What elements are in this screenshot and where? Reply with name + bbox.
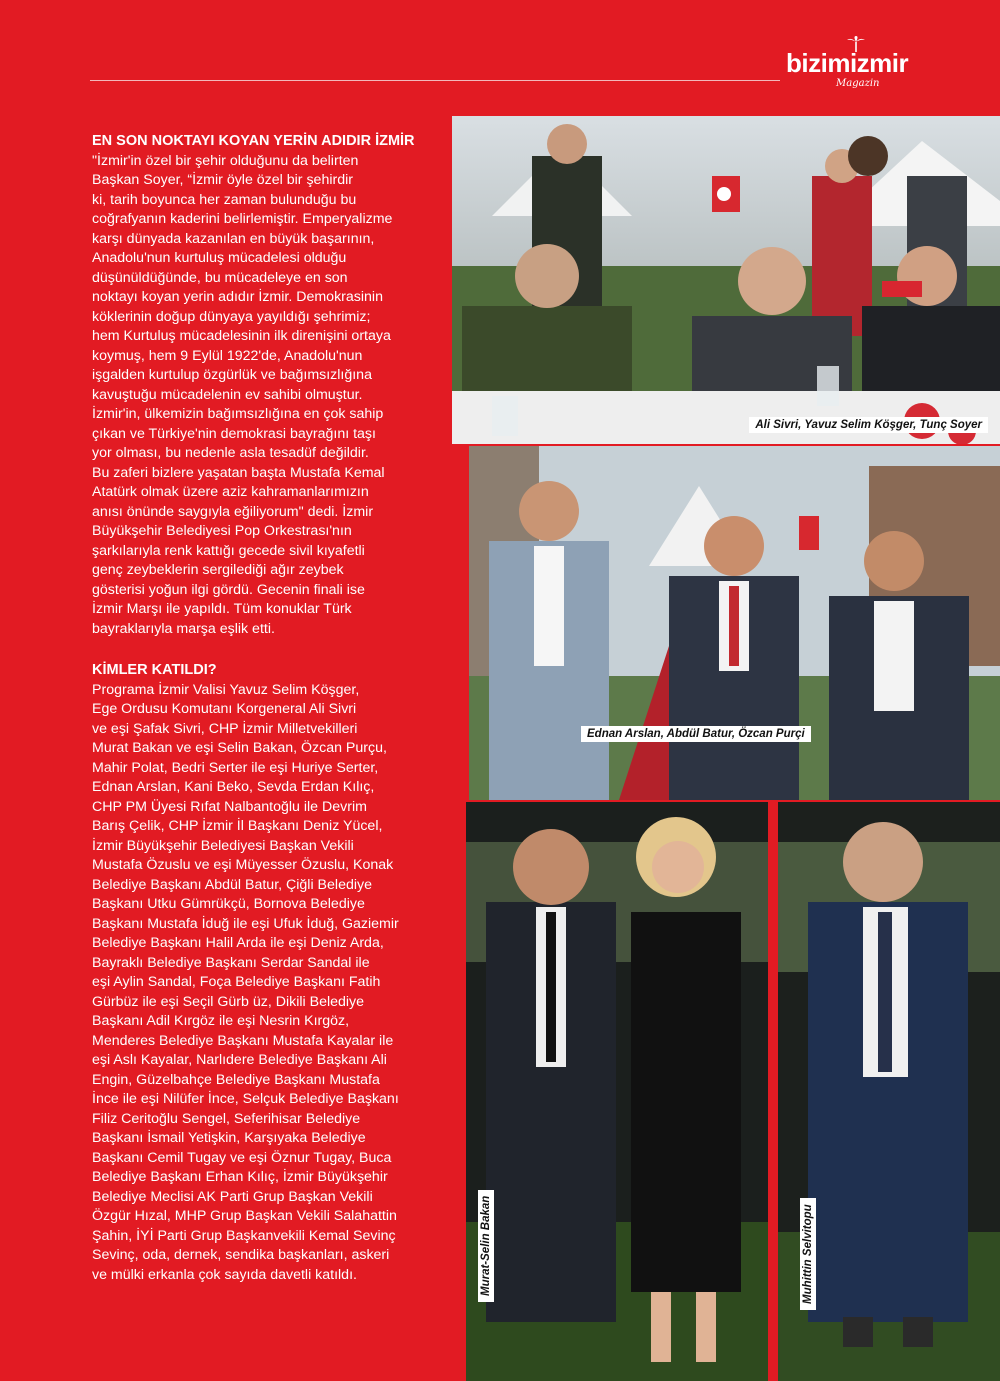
photo-dinner-table-caption: Ali Sivri, Yavuz Selim Köşger, Tunç Soyer (749, 417, 988, 433)
section-attendees-line: Başkanı Mustafa İduğ ile eşi Ufuk İduğ, Gaziemir (92, 915, 399, 932)
section-izmir-line: işgalden kurtulup özgürlük ve bağımsızlığına (92, 367, 372, 383)
section-attendees-line: ve eşi Şafak Sivri, CHP İzmir Milletvekilleri (92, 720, 358, 737)
logo-subtitle: Magazin (836, 78, 880, 89)
photo-single-guest (778, 802, 1000, 1381)
photo-couple (466, 802, 768, 1381)
section-izmir-line: şarkılarıyla renk kattığı gecede sivil kıyafetli (92, 542, 365, 559)
section-izmir-line: İzmir Marşı ile yapıldı. Tüm konuklar Türk (92, 601, 352, 617)
photo-single-guest-caption: Muhittin Selvitopu (800, 1198, 816, 1310)
section-izmir-line: gösterisi yoğun ilgi gördü. Gecenin finali ise (92, 581, 365, 598)
section-attendees-line: Murat Bakan ve eşi Selin Bakan, Özcan Purçu, (92, 740, 387, 756)
section-izmir-line: hem Kurtuluş mücadelesinin ilk direnişini ortaya (92, 328, 391, 344)
section-attendees-line: Özgür Hızal, MHP Grup Başkan Vekili Salahattin (92, 1208, 397, 1224)
section-izmir-line: Bu zaferi bizlere yaşatan başta Mustafa Kemal (92, 464, 385, 481)
photo-dinner-table (452, 116, 1000, 444)
section-izmir-line: Başkan Soyer, “İzmir öyle özel bir şehirdir (92, 172, 353, 188)
section-attendees-line: CHP PM Üyesi Rıfat Nalbantoğlu ile Devrim (92, 798, 367, 815)
section-izmir-line: genç zeybeklerin sergilediği ağır zeybek (92, 562, 344, 578)
section-izmir-line: noktayı koyan yerin adıdır İzmir. Demokrasinin (92, 289, 383, 305)
photo-couple-image (466, 802, 768, 1381)
section-attendees-line: Gürbüz ile eşi Seçil Gürb üz, Dikili Belediye (92, 993, 365, 1010)
section-attendees-line: Belediye Başkanı Halil Arda ile eşi Deniz Arda, (92, 935, 384, 951)
article-column (92, 132, 428, 1285)
section-attendees-line: Sevinç, oda, dernek, sendika başkanları, askeri (92, 1247, 390, 1263)
section-attendees-line: Başkanı Cemil Tugay ve eşi Öznur Tugay, Buca (92, 1149, 392, 1166)
logo-wordmark: bizimizmir (786, 48, 909, 78)
section-attendees-line: Programa İzmir Valisi Yavuz Selim Köşger, (92, 681, 360, 698)
section-attendees-line: eşi Aslı Kayalar, Narlıdere Belediye Başkanı Ali (92, 1052, 387, 1068)
section-attendees-line: ve mülki erkanla çok sayıda davetli katıldı. (92, 1266, 357, 1283)
section-attendees-line: Mustafa Özuslu ve eşi Müyesser Özuslu, Konak (92, 857, 394, 873)
section-attendees-line: Ednan Arslan, Kani Beko, Sevda Erdan Kılıç, (92, 779, 375, 795)
section-attendees-line: Ege Ordusu Komutanı Korgeneral Ali Sivri (92, 701, 357, 717)
section-izmir-line: çıkan ve Türkiye'nin demokrasi bayrağını taşı (92, 425, 376, 442)
section-izmir-line: coğrafyanın kaderini belirlemiştir. Emperyalizme (92, 211, 393, 227)
section-attendees-line: Şahin, İYİ Parti Grup Başkanvekili Kemal Sevinç (92, 1227, 396, 1244)
photo-three-guests-image (469, 446, 1000, 800)
section-attendees-line: Barış Çelik, CHP İzmir İl Başkanı Deniz Yücel, (92, 818, 383, 834)
section-izmir-line: Atatürk olmak üzere aziz kahramanlarımızın (92, 484, 369, 500)
section-attendees-line: Menderes Belediye Başkanı Mustafa Kayalar ile (92, 1032, 394, 1049)
section-body-izmir (92, 152, 428, 640)
section-attendees-line: Filiz Ceritoğlu Sengel, Seferihisar Belediye (92, 1110, 361, 1127)
magazine-logo[interactable] (786, 48, 936, 98)
section-izmir-line: yor olması, bu nedenle asla tesadüf değildir. (92, 445, 369, 461)
section-attendees-line: Mahir Polat, Bedri Serter ile eşi Huriye Serter, (92, 759, 379, 776)
section-attendees-line: Bayraklı Belediye Başkanı Serdar Sandal ile (92, 954, 370, 971)
section-izmir-line: koymuş, hem 9 Eylül 1922'de, Anadolu'nun (92, 347, 363, 364)
photo-dinner-table-image (452, 116, 1000, 444)
header-rule (90, 80, 780, 81)
section-izmir-line: düşünüldüğünde, bu mücadeleye en son (92, 269, 348, 286)
section-attendees-line: İzmir Büyükşehir Belediyesi Başkan Vekili (92, 837, 354, 854)
section-attendees-line: Engin, Güzelbahçe Belediye Başkanı Mustafa (92, 1071, 380, 1088)
section-attendees-line: eşi Aylin Sandal, Foça Belediye Başkanı Fatih (92, 974, 381, 990)
section-izmir-line: İzmir'in, ülkemizin bağımsızlığına en çok sahip (92, 406, 384, 422)
section-attendees-line: Başkanı Utku Gümrükçü, Bornova Belediye (92, 896, 365, 912)
section-attendees-line: Belediye Başkanı Abdül Batur, Çiğli Belediye (92, 876, 372, 893)
section-izmir-line: bayraklarıyla marşa eşlik etti. (92, 620, 275, 637)
section-attendees-line: Belediye Başkanı Erhan Kılıç, İzmir Büyükşehir (92, 1169, 388, 1185)
section-attendees-line: Başkanı İsmail Yetişkin, Karşıyaka Belediye (92, 1130, 366, 1146)
section-izmir-line: anısı önünde saygıyla eğiliyorum" dedi. İzmir (92, 503, 374, 520)
section-izmir-line: Anadolu'nun kurtuluş mücadelesi olduğu (92, 250, 347, 266)
section-heading-attendees: KİMLER KATILDI? (92, 662, 217, 678)
section-izmir-line: kavuştuğu mücadelenin ev sahibi olmuştur. (92, 386, 363, 403)
section-body-attendees (92, 681, 428, 1286)
section-izmir-line: "İzmir'in özel bir şehir olduğunu da belirten (92, 152, 359, 169)
photo-three-guests-caption: Ednan Arslan, Abdül Batur, Özcan Purçi (581, 726, 811, 742)
section-attendees-line: Belediye Meclisi AK Parti Grup Başkan Vekili (92, 1188, 373, 1205)
section-attendees-line: İnce ile eşi Nilüfer İnce, Selçuk Belediye Başkanı (92, 1091, 399, 1107)
section-heading-izmir: EN SON NOKTAYI KOYAN YERİN ADIDIR İZMİR (92, 133, 415, 149)
section-izmir-line: karşı dünyada kazanılan en büyük başarının, (92, 230, 375, 247)
photo-three-guests (469, 446, 1000, 800)
section-izmir-line: köklerinin doğup dünyaya yayıldığı şehrimiz; (92, 308, 371, 325)
section-attendees-line: Başkanı Adil Kırgöz ile eşi Nesrin Kırgöz, (92, 1013, 350, 1029)
palm-tree-icon (847, 36, 865, 52)
photo-couple-caption: Murat-Selin Bakan (478, 1190, 494, 1302)
section-izmir-line: ki, tarih boyunca her zaman bulunduğu bu (92, 191, 357, 208)
section-izmir-line: Büyükşehir Belediyesi Pop Orkestrası'nın (92, 523, 352, 539)
